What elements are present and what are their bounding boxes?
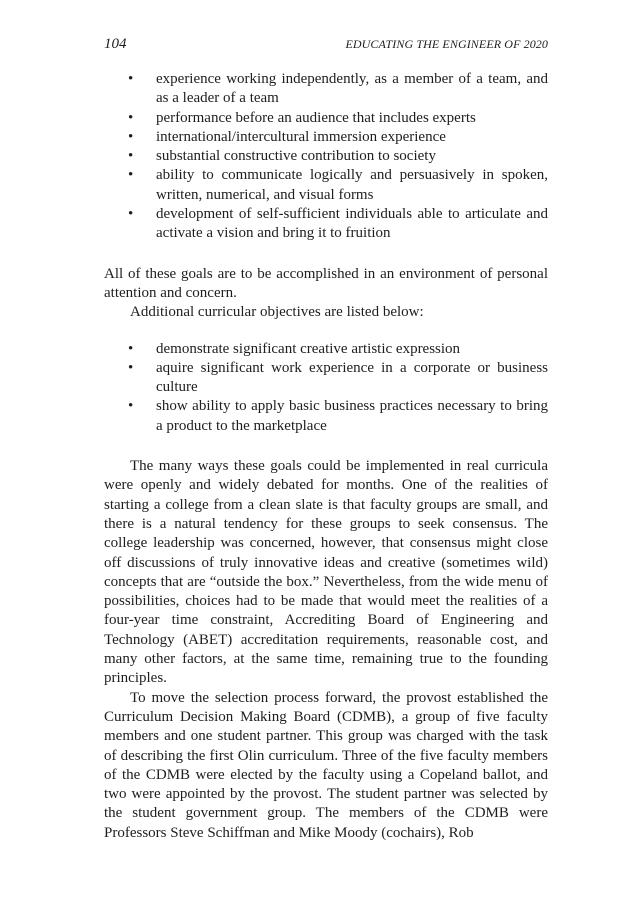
bullet-icon: • xyxy=(128,359,134,376)
bullet-icon: • xyxy=(128,148,134,165)
list-item: • substantial constructive contribution to society xyxy=(104,147,548,166)
goals-paragraph: All of these goals are to be accomplished in an environment of personal attention and concern. xyxy=(104,265,548,301)
bullet-icon: • xyxy=(128,398,134,415)
bullet-icon: • xyxy=(128,109,134,126)
list-item: • international/intercultural immersion experience xyxy=(104,128,548,147)
list-item: • development of self-sufficient individuals able to articulate and activate a vision and bring it to fruition xyxy=(128,206,548,242)
page-header xyxy=(104,36,548,58)
bullet-icon: • xyxy=(128,128,134,145)
objectives-bullet-list xyxy=(104,340,548,436)
body-paragraph-cdmb: To move the selection process forward, the provost established the Curriculum Decision Making Board (CDMB), a group of five faculty members and one student partner. This group was charged with the task of describing the first Olin curriculum. Three of the five faculty members of the CDMB were elected by the faculty using a Copeland ballot, and two were appointed by the provost. The student partner was selected by the student government group. The members of the CDMB were Professors Steve Schiffman and Mike Moody (cochairs), Rob xyxy=(104,689,548,841)
goals-bullet-list xyxy=(104,70,548,244)
list-item: • demonstrate significant creative artistic expression xyxy=(104,340,548,359)
page-number: 104 xyxy=(104,36,127,52)
bullet-icon: • xyxy=(128,71,134,87)
list-item: • ability to communicate logically and persuasively in spoken, written, numerical, and visual forms xyxy=(128,167,548,203)
list-item: • experience working independently, as a member of a team, and as a leader of a team xyxy=(128,71,548,107)
additional-objectives-intro: Additional curricular objectives are listed below: xyxy=(130,304,424,321)
body-paragraph-debate: The many ways these goals could be implemented in real curricula were openly and widely debated for months. One of the realities of starting a college from a clean slate is that faculty groups are small, and there is a natural tendency for these groups to seek consensus. The college leadership was concerned, however, that consensus might close off discussions of truly innovative ideas and creative (sometimes wild) concepts that are “outside the box.” Nevertheless, from the wide menu of possibilities, choices had to be made that would meet the realities of a four-year time constraint, Accrediting Board of Engineering and Technology (ABET) accreditation requirements, reasonable cost, and many other factors, at the same time, remaining true to the founding principles. xyxy=(104,458,548,687)
bullet-icon: • xyxy=(128,206,134,223)
running-head: EDUCATING THE ENGINEER OF 2020 xyxy=(345,37,548,51)
bullet-icon: • xyxy=(128,167,134,184)
list-item: • show ability to apply basic business practices necessary to bring a product to the marketplace xyxy=(128,398,548,434)
list-item: • performance before an audience that includes experts xyxy=(104,109,548,128)
list-item: • aquire significant work experience in a corporate or business culture xyxy=(128,359,548,396)
bullet-icon: • xyxy=(128,340,134,357)
document-page xyxy=(104,36,548,843)
